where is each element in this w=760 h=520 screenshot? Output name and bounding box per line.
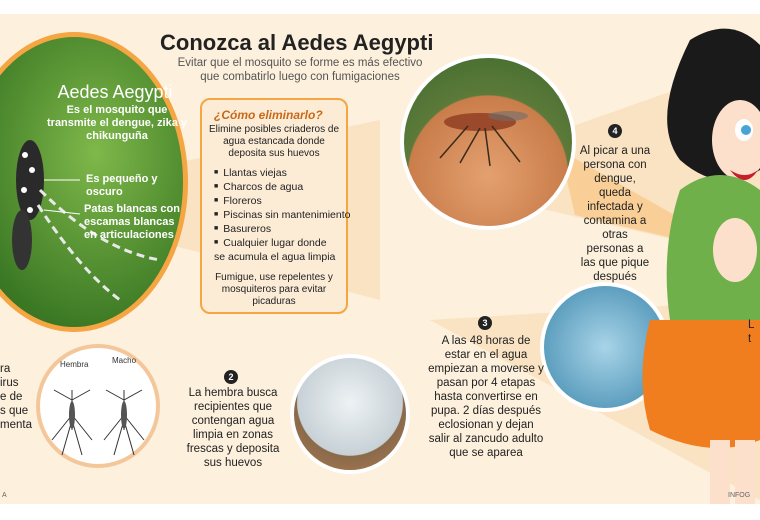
page-subtitle: Evitar que el mosquito se forme es más efectivo que combatirlo luego con fumigaciones (177, 57, 423, 83)
step-3-text: A las 48 horas de estar en el agua empiezan a moverse y pasan por 4 etapas hasta convertirse en pupa. 2 días después eclosionan y dejan salir al zancudo adulto que se aparea (428, 335, 544, 459)
list-item: ■ Charcos de agua (214, 180, 350, 194)
list-item: ■ Floreros (214, 194, 350, 208)
partial-line: irus (0, 377, 19, 389)
partial-line: L (748, 319, 755, 331)
eliminate-intro: Elimine posibles criaderos de agua estancada donde deposita sus huevos (208, 124, 340, 159)
female-label: Hembra (60, 360, 89, 369)
footer-left: A (2, 492, 7, 499)
profile-name: Aedes Aegypti (57, 82, 173, 102)
list-item: ■ Piscinas sin mantenimiento (214, 208, 350, 222)
footer-right: INFOG (728, 492, 751, 499)
note-legs: Patas blancas con escamas blancas en articulaciones (84, 203, 180, 241)
eliminate-list (214, 166, 350, 264)
profile-description: Es el mosquito que transmite el dengue, zika y chikunguña (47, 104, 187, 142)
eliminate-title: ¿Cómo eliminarlo? (214, 108, 323, 122)
eliminate-outro: Fumigue, use repelentes y mosquiteros para evitar picaduras (215, 272, 333, 307)
mosquito-sexes-illustration (44, 370, 154, 460)
list-item: ■ Llantas viejas (214, 166, 350, 180)
list-item: ■ Cualquier lugar donde se acumula el agua limpia (214, 236, 338, 264)
note-size: Es pequeño y oscuro (86, 173, 158, 198)
water-container-photo (290, 354, 410, 474)
partial-line: menta (0, 419, 32, 431)
list-item: ■ Basureros (214, 222, 350, 236)
partial-line: s que (0, 405, 29, 417)
girl-illustration (630, 20, 760, 504)
step-4-number: 4 (608, 124, 622, 138)
partial-line: t (748, 333, 752, 345)
partial-line: e de (0, 391, 23, 403)
male-label: Macho (112, 356, 137, 365)
mosquito-photo-icon (420, 88, 540, 168)
step-3-number: 3 (478, 316, 492, 330)
step-4-text: Al picar a una persona con dengue, queda infectada y contamina a otras personas a las que pique después (579, 145, 651, 283)
partial-line: ra (0, 363, 11, 375)
step-2-text: La hembra busca recipientes que contengan agua limpia en zonas frescas y deposita sus huevos (186, 387, 280, 469)
step-2-number: 2 (224, 370, 238, 384)
page-title: Conozca al Aedes Aegypti (160, 30, 434, 55)
